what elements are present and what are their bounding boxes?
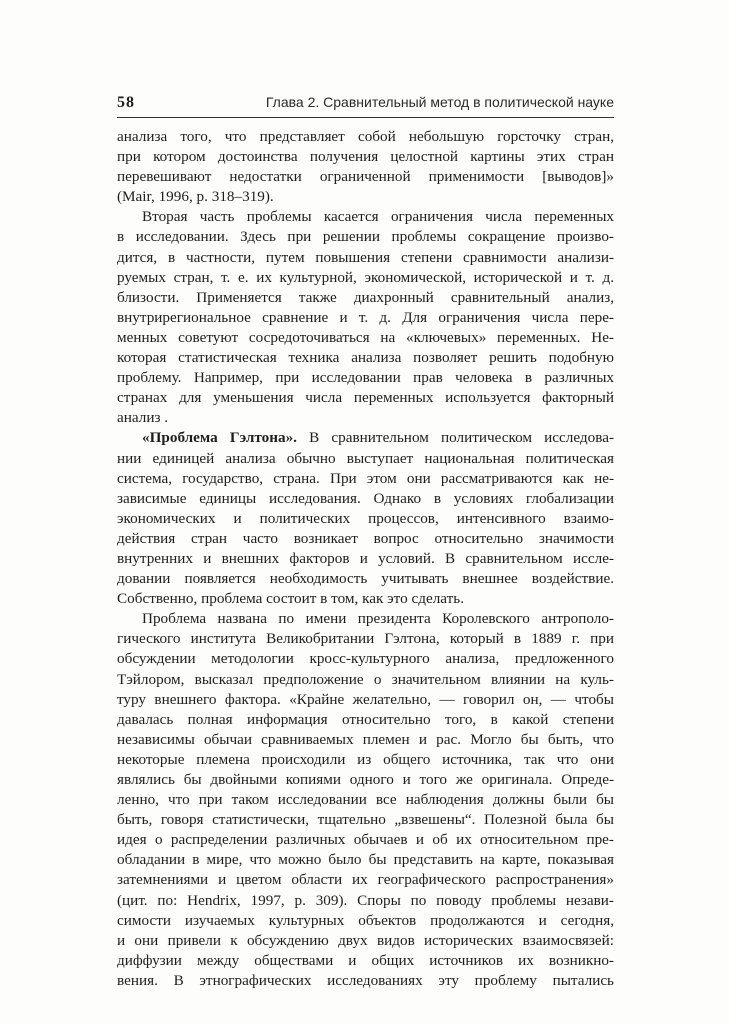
text-line: проблему. Например, при исследовании прав человека в различных <box>117 369 614 387</box>
text-run: В сравнительном политическом исследова- <box>296 429 614 447</box>
text-line: (цит. по: Hendrix, 1997, р. 309). Споры по поводу проблемы незави- <box>117 891 614 909</box>
body-text <box>117 127 614 991</box>
text-line: нии единицей анализа обычно выступает национальная политическая <box>117 449 614 467</box>
text-line: обладании в мире, что можно было бы представить на карте, показывая <box>117 851 614 869</box>
text-line: зависимые единицы исследования. Однако в условиях глобализации <box>117 489 614 507</box>
text-line: которая статистическая техника анализа позволяет решить подобную <box>117 349 614 367</box>
text-line: в исследовании. Здесь при решении проблемы сокращение произво- <box>117 228 614 246</box>
text-line: независимы обычаи сравниваемых племен и рас. Могло бы быть, что <box>117 730 614 748</box>
text-line: Проблема названа по имени президента Королевского антрополо- <box>142 610 614 628</box>
text-line: менных советуют сосредоточиваться на «ключевых» переменных. Не- <box>117 328 614 346</box>
text-line: (Mair, 1996, р. 318–319). <box>117 188 274 206</box>
text-line: руемых стран, т. е. их культурной, экономической, исторической и т. д. <box>117 268 614 286</box>
header-rule <box>117 117 614 118</box>
text-line: и они привели к обсуждению двух видов исторических взаимосвязей: <box>117 931 614 949</box>
text-line: давалась полная информация относительно того, в какой степени <box>117 710 614 728</box>
text-line: перевешивают недостатки ограниченной применимости [выводов]» <box>117 168 614 186</box>
text-line: идея о распределении различных обычаев и об их относительном пре- <box>117 831 614 849</box>
running-head: Глава 2. Сравнительный метод в политической науке <box>265 94 614 110</box>
paragraph <box>117 127 614 207</box>
text-line: вения. В этнографических исследованиях эту проблему пытались <box>117 971 614 989</box>
text-line: являлись бы двойными копиями одного и того же оригинала. Опреде- <box>117 771 614 788</box>
text-line: туру внешнего фактора. «Крайне желательно, — говорил он, — чтобы <box>117 690 614 708</box>
text-line: некоторые племена происходили из общего источника, так что они <box>117 750 614 768</box>
paragraph <box>117 609 614 991</box>
paragraph <box>117 428 614 609</box>
text-line: ленно, что при таком исследовании все наблюдения должны были бы <box>117 791 614 809</box>
page-number: 58 <box>117 94 135 111</box>
text-line: затемнениями и цветом области их географического распространения» <box>117 871 614 889</box>
text-line: анализа того, что представляет собой небольшую горсточку стран, <box>117 128 614 145</box>
text-line: Собственно, проблема состоит в том, как это сделать. <box>117 590 464 608</box>
text-line: экономических и политических процессов, интенсивного взаимо- <box>117 509 614 527</box>
text-line: быть, говоря статистически, тщательно „взвешены“. Полезной была бы <box>117 811 614 829</box>
text-line: диффузии между обществами и общих источников их возникно- <box>117 951 614 969</box>
page-header <box>117 94 614 112</box>
text-line: система, государство, страна. При этом они рассматриваются как не- <box>117 469 614 487</box>
text-line: действия стран часто возникает вопрос относительно значимости <box>117 529 614 547</box>
text-line: странах для уменьшения числа переменных используется факторный <box>117 389 614 407</box>
text-line: анализ . <box>117 409 169 427</box>
text-line: близости. Применяется также диахронный сравнительный анализ, <box>117 288 614 306</box>
text-line: дится, в частности, путем повышения степени сравнимости анализи- <box>117 248 614 266</box>
text-line <box>117 428 614 448</box>
text-line: довании появляется необходимость учитывать внешнее воздействие. <box>117 570 614 588</box>
paragraph <box>117 207 614 428</box>
text-line: при котором достоинства получения целостной картины этих стран <box>117 148 614 166</box>
text-line: Вторая часть проблемы касается ограничения числа переменных <box>142 208 614 226</box>
text-line: гического института Великобритании Гэлтона, который в 1889 г. при <box>117 630 614 648</box>
section-lead: «Проблема Гэлтона». <box>142 429 297 447</box>
text-line: обсуждении методологии кросс-культурного анализа, предложенного <box>117 650 614 668</box>
text-line: Тэйлором, высказал предположение о значительном влиянии на куль- <box>117 670 614 688</box>
text-line: внутрирегиональное сравнение и т. д. Для ограничения числа пере- <box>117 308 614 326</box>
text-line: внутренних и внешних факторов и условий. В сравнительном иссле- <box>117 549 614 567</box>
text-line: симости изучаемых культурных объектов продолжаются и сегодня, <box>117 911 614 929</box>
